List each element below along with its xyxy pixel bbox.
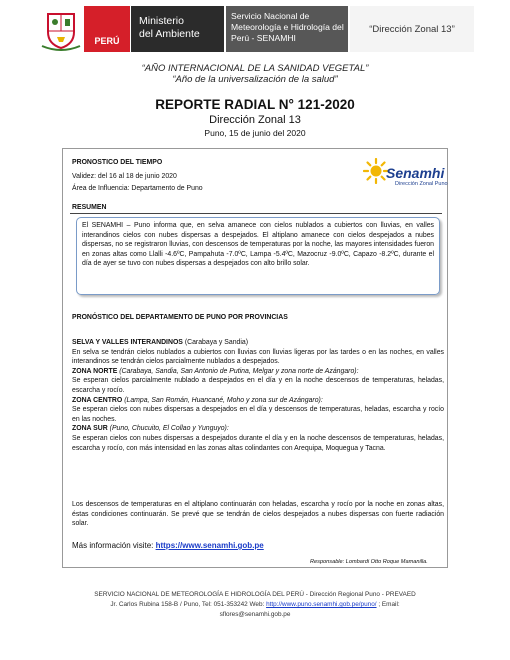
year-motto-2: “Año de la universalización de la salud”: [172, 74, 338, 85]
senamhi-logo-sub: Dirección Zonal Puno: [395, 181, 448, 187]
centro-title: ZONA CENTRO: [72, 396, 123, 404]
closing-paragraph: Los descensos de temperaturas en el altiplano continuarán con heladas, escarcha y rocío por la noche en zonas altas, éstas condiciones continuarán. Se prevé que se tendrán de cielos despejados a nubes dispersas con fuerte radiación solar.: [72, 501, 444, 528]
report-date: Puno, 15 de junio del 2020: [204, 128, 306, 138]
selva-places: (Carabaya y Sandia): [182, 339, 249, 346]
footer-email-label: ; Email:: [376, 601, 400, 608]
report-title: REPORTE RADIAL N° 121-2020: [155, 97, 355, 112]
selva-title: SELVA Y VALLES INTERANDINOS: [72, 339, 183, 346]
footer-address: Jr. Carlos Rubina 158-B / Puno, Tel: 051-353242 Web:: [110, 601, 267, 608]
footer-email: sflores@senamhi.gob.pe: [219, 611, 291, 618]
forecast-validity: Validez: del 16 al 18 de junio 2020: [72, 173, 177, 180]
senamhi-website-link[interactable]: https://www.senamhi.gob.pe: [155, 541, 264, 550]
norte-places: (Carabaya, Sandia, San Antonio de Putina, Melgar y zona norte de Azángaro):: [117, 367, 359, 375]
summary-heading: RESUMEN: [72, 204, 107, 211]
summary-divider: [70, 213, 442, 214]
senamhi-logo-word: Senamhi: [386, 165, 445, 181]
summary-box: [76, 217, 440, 295]
responsible-note: Responsable: Lombardi Otto Roque Mamanilla.: [310, 559, 428, 565]
sur-places: (Puno, Chucuito, El Collao y Yunguyo):: [107, 425, 229, 433]
ministry-line2: del Ambiente: [139, 28, 200, 40]
sur-title: ZONA SUR: [72, 425, 108, 433]
centro-places: (Lampa, San Román, Huancané, Moho y zona sur de Azángaro):: [122, 396, 323, 404]
service-line3: Perú - SENAMHI: [231, 33, 296, 43]
more-info-label: Más información visite:: [72, 541, 156, 550]
norte-title: ZONA NORTE: [72, 367, 118, 375]
footer-web-link[interactable]: http://www.puno.senamhi.gob.pe/puno/: [266, 601, 377, 608]
norte-text: Se esperan cielos parcialmente nublado a despejados en el día y en la noche descensos de temperaturas, heladas, escarcha y rocío.: [72, 377, 444, 394]
peru-label: PERÚ: [84, 6, 130, 52]
service-line1: Servicio Nacional de: [231, 11, 310, 21]
sur-text: Se esperan cielos con nubes dispersas a despejados durante el día y en la noche descensos de temperaturas, heladas, escarcha y rocío, con más intensidad en las zonas altas colindantes con Arequipa, Moquegua y Tacna.: [72, 434, 444, 452]
summary-text: El SENAMHI – Puno informa que, en selva amanece con cielos nublados a cubiertos con lluvias, en valles interandinos cielos con nubes dispersas a despejados. El altiplano amanece con cielos despejados a nubes dispersas, no se registraron lluvias, con descensos de temperaturas por la noche, las mayores intensidades fueron en zonas altas como Llalli -4.6ºC, Pampahuta -7.0ºC, Lampa -5.4ºC, Mazocruz -9.0ºC, Capazo -8.2ºC, durante el día de ayer se tuvo con nubes dispersas a despejados con alto brillo solar.: [82, 222, 434, 268]
government-header: [38, 6, 474, 52]
selva-text: En selva se tendrán cielos nublados a cubiertos con lluvias con lluvias ligeras por las tardes o en las noches, en valles interandinos se tendrán cielos parcialmente nublados a despejados.: [72, 348, 444, 366]
footer-line1: SERVICIO NACIONAL DE METEOROLOGÍA E HIDROLOGÍA DEL PERÚ - Dirección Regional Puno - PREVAED: [94, 591, 416, 598]
selva-section: [72, 338, 444, 453]
footer-line2: [40, 600, 470, 610]
service-line2: Meteorología e Hidrología del: [231, 22, 344, 32]
coat-of-arms-icon: [38, 6, 84, 52]
provinces-heading: PRONÓSTICO DEL DEPARTAMENTO DE PUNO POR PROVINCIAS: [72, 314, 288, 321]
ministry-label: [130, 6, 224, 52]
zone-label: “Dirección Zonal 13”: [348, 6, 474, 52]
more-info: [72, 541, 264, 550]
report-subtitle: Dirección Zonal 13: [209, 114, 301, 126]
forecast-heading: PRONOSTICO DEL TIEMPO: [72, 159, 163, 166]
senamhi-label: [224, 6, 348, 52]
forecast-area: Área de Influencia: Departamento de Puno: [72, 185, 203, 192]
ministry-line1: Ministerio: [139, 15, 184, 27]
footer: [40, 590, 470, 620]
centro-text: Se esperan cielos con nubes dispersas a despejados en el día y descensos de temperaturas, heladas, escarcha y rocío en las noches.: [72, 406, 444, 423]
year-motto-1: “AÑO INTERNACIONAL DE LA SANIDAD VEGETAL”: [141, 63, 369, 74]
